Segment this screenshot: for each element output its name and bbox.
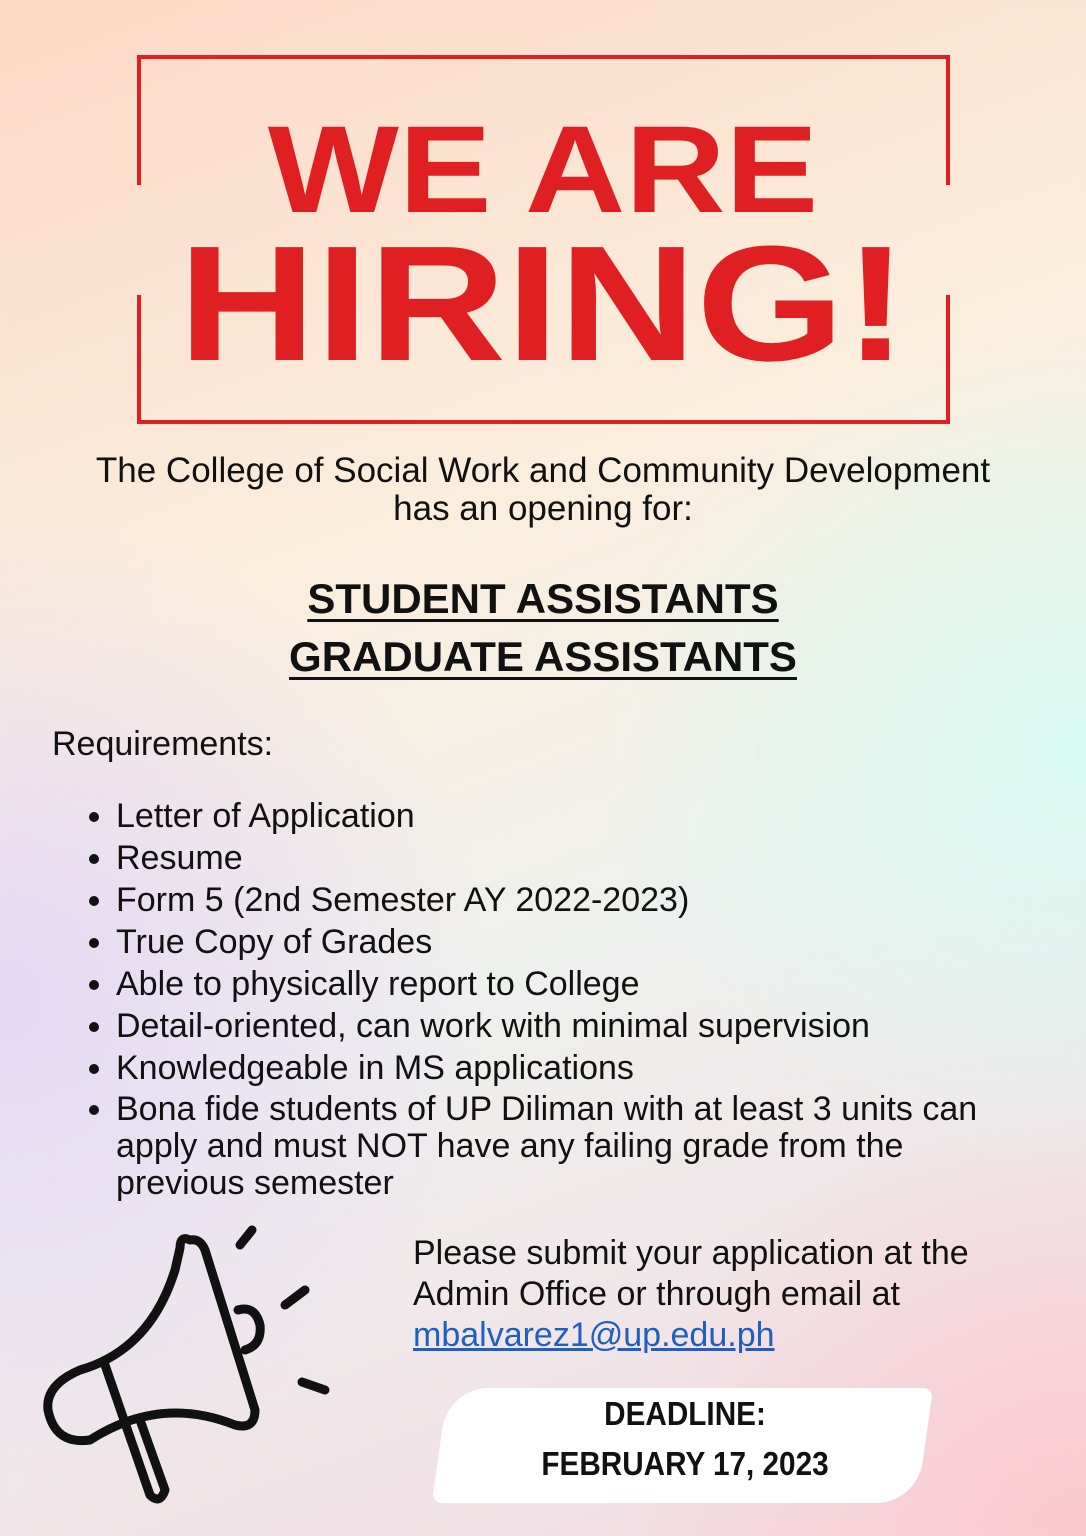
list-item: • Letter of Application xyxy=(116,795,1036,837)
list-item: • Detail-oriented, can work with minimal supervision xyxy=(116,1005,1036,1047)
submission-text xyxy=(413,1233,969,1356)
positions xyxy=(0,570,1086,686)
headline-line1: WE ARE xyxy=(267,101,819,239)
list-item: • Resume xyxy=(116,837,1036,879)
list-item: • Bona fide students of UP Diliman with at least 3 units can apply and must NOT have any failing grade from the previous semester xyxy=(116,1091,996,1202)
megaphone-icon xyxy=(40,1210,340,1510)
intro-line2: has an opening for: xyxy=(393,489,693,528)
requirements-list xyxy=(82,795,1036,1202)
submission-line1: Please submit your application at the xyxy=(413,1234,969,1272)
email-link[interactable]: mbalvarez1@up.edu.ph xyxy=(413,1316,775,1354)
list-item: • True Copy of Grades xyxy=(116,921,1036,963)
deadline-date: FEBRUARY 17, 2023 xyxy=(541,1445,829,1482)
list-item: • Form 5 (2nd Semester AY 2022-2023) xyxy=(116,879,1036,921)
deadline-label: DEADLINE: xyxy=(604,1395,766,1432)
frame-top xyxy=(137,55,950,59)
intro-text xyxy=(0,452,1086,528)
requirements-heading: Requirements: xyxy=(52,725,274,763)
list-item: • Knowledgeable in MS applications xyxy=(116,1047,1036,1089)
list-item: • Able to physically report to College xyxy=(116,963,1036,1005)
position-student: STUDENT ASSISTANTS xyxy=(307,575,779,622)
frame-bottom xyxy=(137,420,950,424)
submission-line2: Admin Office or through email at xyxy=(413,1275,900,1313)
headline-line2: HIRING! xyxy=(178,212,908,395)
intro-line1: The College of Social Work and Community Development xyxy=(95,451,991,490)
position-graduate: GRADUATE ASSISTANTS xyxy=(289,633,797,680)
